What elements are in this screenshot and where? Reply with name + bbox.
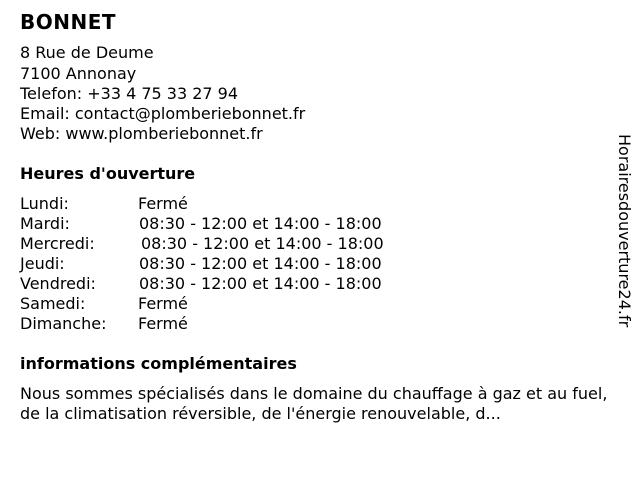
additional-info-heading: informations complémentaires bbox=[20, 354, 297, 373]
day-label: Dimanche: bbox=[20, 314, 107, 333]
day-hours: Fermé bbox=[138, 314, 188, 333]
business-name: BONNET bbox=[20, 10, 117, 34]
hours-row-jeudi bbox=[20, 254, 440, 274]
hours-row-samedi bbox=[20, 294, 440, 314]
email-text: Email: contact@plomberiebonnet.fr bbox=[20, 104, 306, 123]
day-label: Lundi: bbox=[20, 194, 69, 213]
hours-row-lundi bbox=[20, 194, 440, 214]
day-label: Vendredi: bbox=[20, 274, 96, 293]
day-hours: 08:30 - 12:00 et 14:00 - 18:00 bbox=[139, 214, 382, 233]
day-label: Jeudi: bbox=[20, 254, 65, 273]
day-label: Mardi: bbox=[20, 214, 70, 233]
address-street: 8 Rue de Deume bbox=[20, 43, 154, 62]
day-hours: 08:30 - 12:00 et 14:00 - 18:00 bbox=[141, 234, 384, 253]
day-label: Samedi: bbox=[20, 294, 86, 313]
watermark-text: Horairesdouverture24.fr bbox=[615, 134, 634, 328]
day-hours: Fermé bbox=[138, 294, 188, 313]
phone-text: Telefon: +33 4 75 33 27 94 bbox=[20, 84, 239, 103]
hours-row-vendredi bbox=[20, 274, 440, 294]
day-label: Mercredi: bbox=[20, 234, 95, 253]
day-hours: Fermé bbox=[138, 194, 188, 213]
address-city: 7100 Annonay bbox=[20, 64, 137, 83]
site-watermark bbox=[614, 134, 638, 346]
day-hours: 08:30 - 12:00 et 14:00 - 18:00 bbox=[139, 274, 382, 293]
day-hours: 08:30 - 12:00 et 14:00 - 18:00 bbox=[139, 254, 382, 273]
additional-info-text: Nous sommes spécialisés dans le domaine du chauffage à gaz et au fuel, de la climatisation réversible, de l'énergie renouvelable, d... bbox=[20, 384, 608, 423]
website-text: Web: www.plomberiebonnet.fr bbox=[20, 124, 263, 143]
hours-row-dimanche bbox=[20, 314, 440, 334]
opening-hours-heading: Heures d'ouverture bbox=[20, 164, 196, 183]
hours-row-mercredi bbox=[20, 234, 440, 254]
hours-row-mardi bbox=[20, 214, 440, 234]
